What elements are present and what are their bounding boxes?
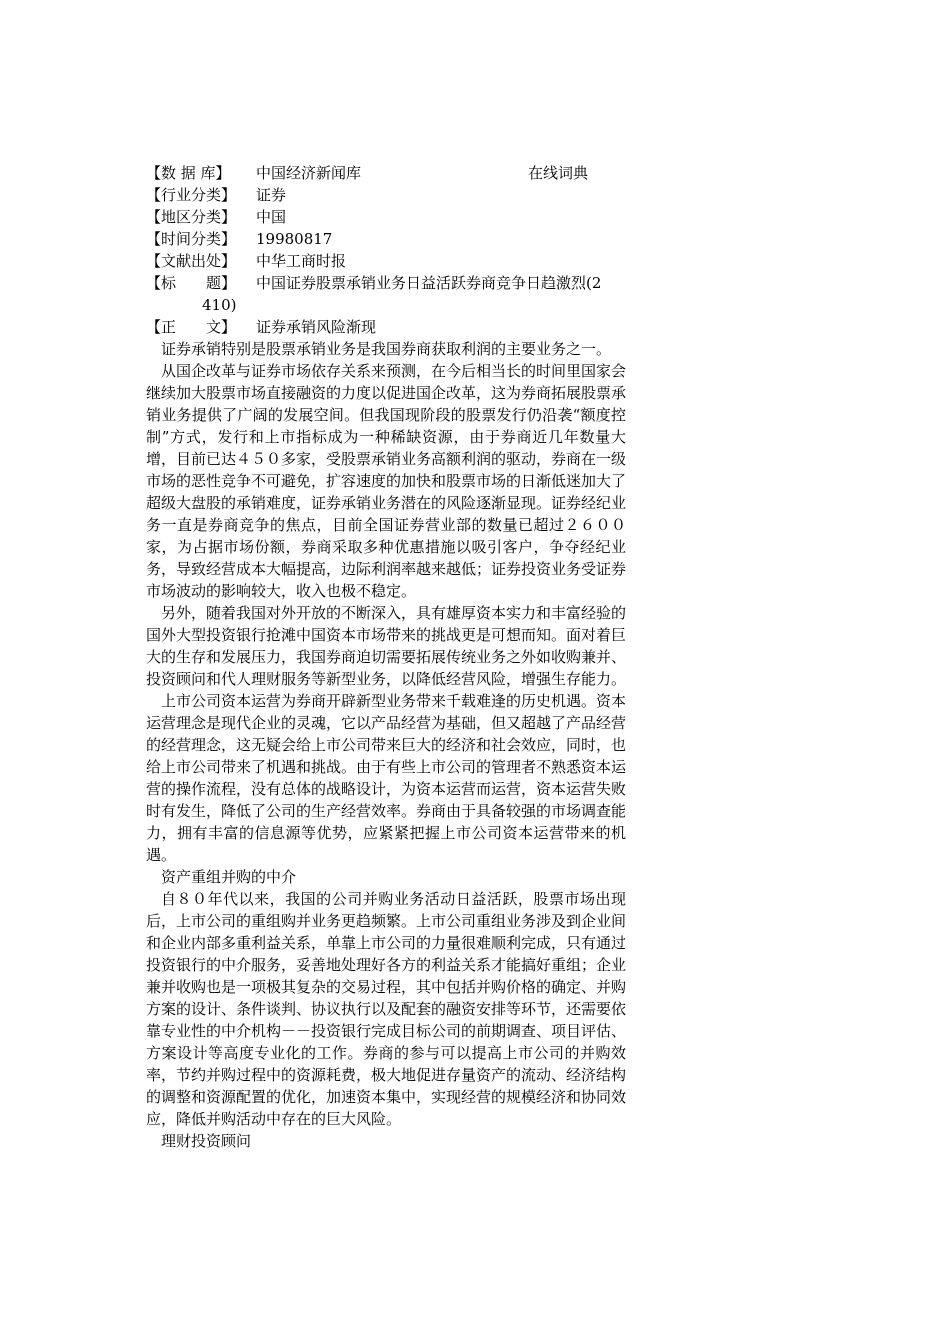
meta-region-row [146, 206, 626, 228]
meta-time-value: 19980817 [256, 230, 333, 248]
paragraph: 从国企改革与证券市场依存关系来预测，在今后相当长的时间里国家会继续加大股票市场直接融资的力度以促进国企改革，这为券商拓展股票承销业务提供了广阔的发展空间。但我国现阶段的股票发行仍沿袭“额度控制”方式，发行和上市指标成为一种稀缺资源，由于券商近几年数量大增，目前已达４５０多家，受股票承销业务高额利润的驱动，券商在一级市场的恶性竞争不可避免，扩容速度的加快和股票市场的日渐低迷加大了超级大盘股的承销难度，证券承销业务潜在的风险逐渐显现。证券经纪业务一直是券商竞争的焦点，目前全国证券营业部的数量已超过２６００家，为占据市场份额，券商采取多种优惠措施以吸引客户，争夺经纪业务，导致经营成本大幅提高，边际利润率越来越低；证券投资业务受证券市场波动的影响较大，收入也极不稳定。 [146, 362, 627, 600]
meta-time-key: 【时间分类】 [146, 230, 237, 248]
meta-source-value: 中华工商时报 [256, 252, 347, 270]
meta-database-key: 【数 据 库】 [146, 164, 231, 182]
meta-time-row [146, 228, 626, 250]
meta-body-row [146, 316, 626, 338]
paragraph: 证券承销特别是股票承销业务是我国券商获取利润的主要业务之一。 [161, 340, 612, 358]
paragraph: 另外，随着我国对外开放的不断深入，具有雄厚资本实力和丰富经验的国外大型投资银行抢滩中国资本市场带来的挑战更是可想而知。面对着巨大的生存和发展压力，我国券商迫切需要拓展传统业务之外如收购兼并、投资顾问和代人理财服务等新型业务，以降低经营风险，增强生存能力。 [146, 604, 627, 688]
meta-title-row [146, 272, 626, 294]
meta-database-value: 中国经济新闻库 [256, 164, 362, 182]
section-heading: 资产重组并购的中介 [161, 868, 297, 886]
meta-title-continuation: 410) [202, 296, 237, 314]
paragraph: 自８０年代以来，我国的公司并购业务活动日益活跃，股票市场出现后，上市公司的重组购并业务更趋频繁。上市公司重组业务涉及到企业间和企业内部多重利益关系，单靠上市公司的力量很难顺利完成，只有通过投资银行的中介服务，妥善地处理好各方的利益关系才能搞好重组；企业兼并收购也是一项极其复杂的交易过程，其中包括并购价格的确定、并购方案的设计、条件谈判、协议执行以及配套的融资安排等环节，还需要依靠专业性的中介机构－－投资银行完成目标公司的前期调查、项目评估、方案设计等高度专业化的工作。券商的参与可以提高上市公司的并购效率，节约并购过程中的资源耗费，极大地促进存量资产的流动、经济结构的调整和资源配置的优化，加速资本集中，实现经营的规模经济和协同效应，降低并购活动中存在的巨大风险。 [146, 890, 627, 1128]
meta-body-value: 证券承销风险渐现 [256, 318, 377, 336]
article-body [146, 338, 626, 1152]
meta-industry-key: 【行业分类】 [146, 186, 237, 204]
meta-title-value: 中国证券股票承销业务日益活跃券商竞争日趋激烈(2 [256, 274, 602, 292]
meta-industry-row [146, 184, 626, 206]
meta-industry-value: 证券 [256, 186, 287, 204]
meta-database-row [146, 162, 626, 184]
document-page [146, 162, 626, 1152]
section-heading: 理财投资顾问 [161, 1132, 252, 1150]
meta-region-key: 【地区分类】 [146, 208, 237, 226]
meta-title-key: 【标 题】 [146, 274, 237, 292]
paragraph: 上市公司资本运营为券商开辟新型业务带来千载难逢的历史机遇。资本运营理念是现代企业的灵魂，它以产品经营为基础，但又超越了产品经营的经营理念，这无疑会给上市公司带来巨大的经济和社会效应，同时，也给上市公司带来了机遇和挑战。由于有些上市公司的管理者不熟悉资本运营的操作流程，没有总体的战略设计，为资本运营而运营，资本运营失败时有发生，降低了公司的生产经营效率。券商由于具备较强的市场调查能力，拥有丰富的信息源等优势，应紧紧把握上市公司资本运营带来的机遇。 [146, 692, 627, 864]
meta-source-key: 【文献出处】 [146, 252, 237, 270]
online-dictionary-link[interactable]: 在线词典 [528, 164, 589, 182]
meta-source-row [146, 250, 626, 272]
meta-region-value: 中国 [256, 208, 287, 226]
meta-body-key: 【正 文】 [146, 318, 237, 336]
